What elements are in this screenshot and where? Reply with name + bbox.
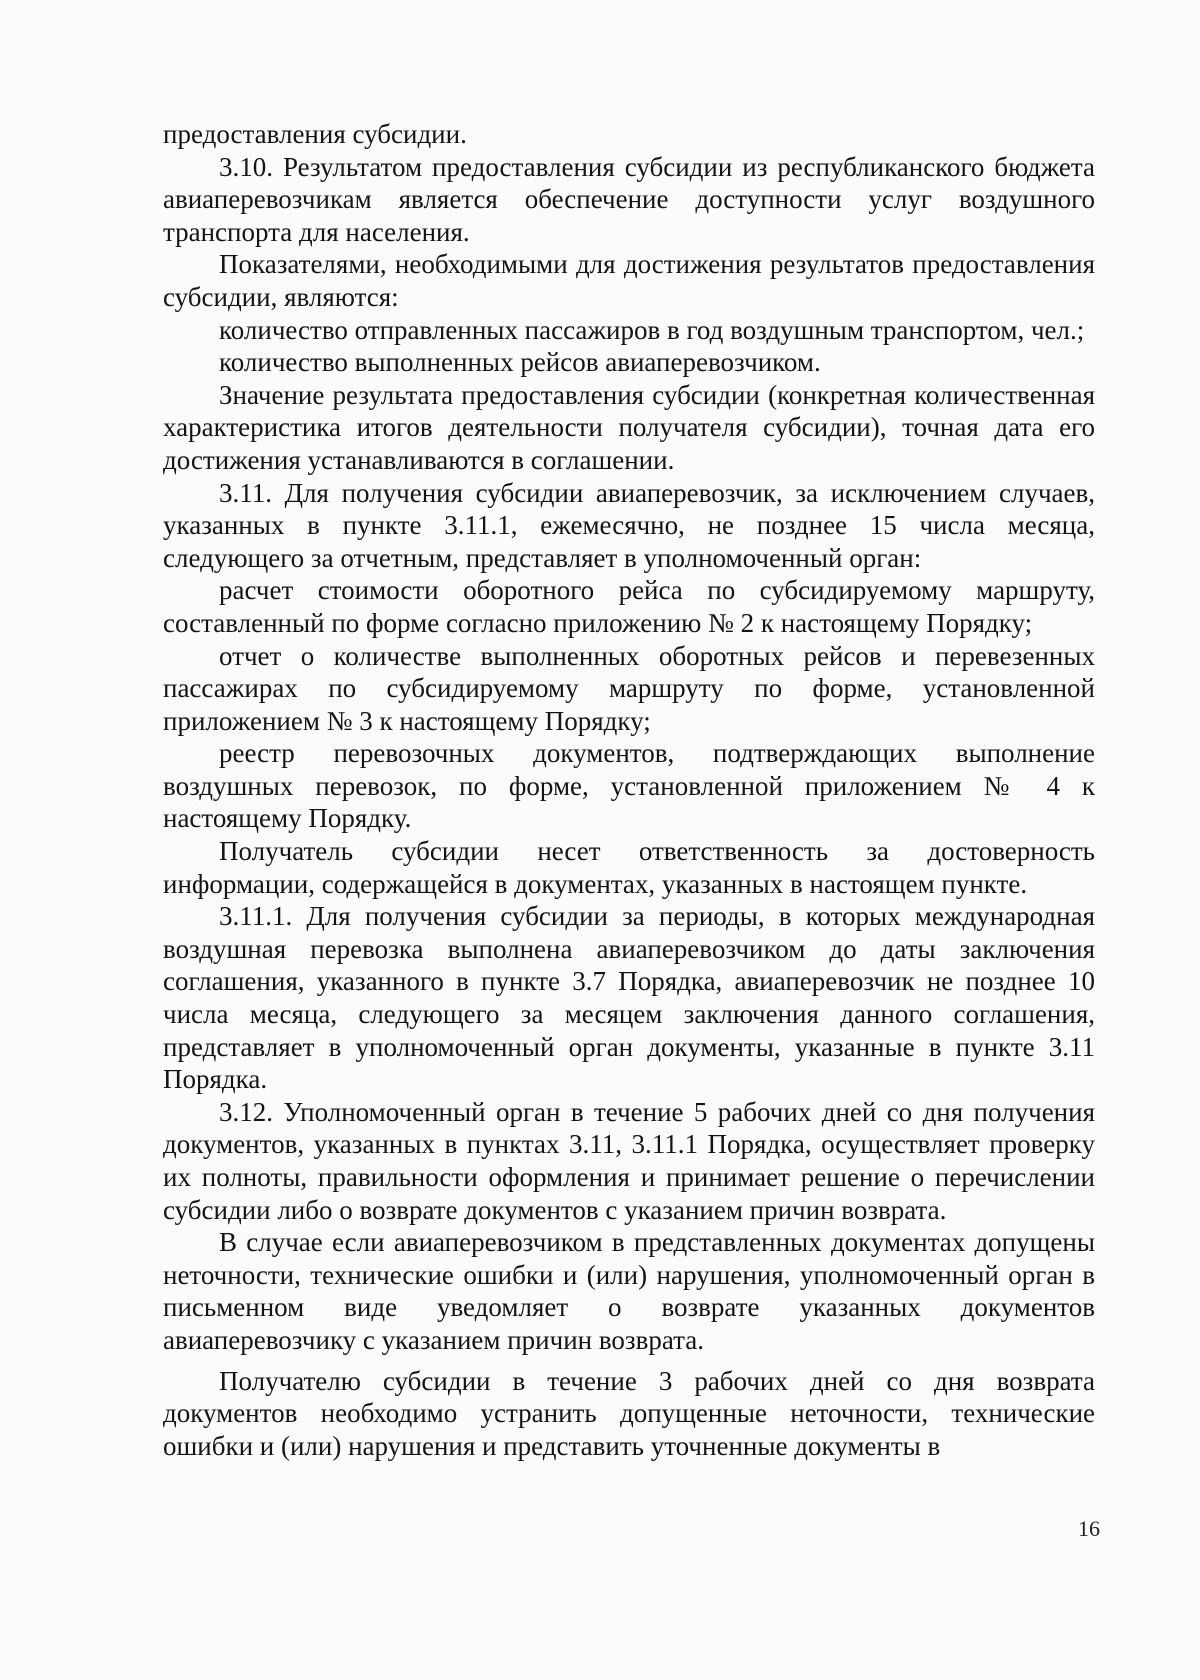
paragraph-flights-report: отчет о количестве выполненных оборотных рейсов и перевезенных пассажирах по субсидируемому маршруту по форме, установленной приложением № 3 к настоящему Порядку; [163, 640, 1095, 736]
paragraph-3-12: 3.12. Уполномоченный орган в течение 5 рабочих дней со дня получения документов, указанных в пунктах 3.11, 3.11.1 Порядка, осуществляет проверку их полноты, правильности оформления и принимает решение о перечислении субсидии либо о возврате документов с указанием причин возврата. [163, 1096, 1095, 1225]
paragraph-correction-deadline: Получателю субсидии в течение 3 рабочих дней со дня возврата документов необходимо устранить допущенные неточности, технические ошибки и (или) нарушения и представить уточненные документы в [163, 1365, 1095, 1461]
paragraph-passengers-count: количество отправленных пассажиров в год воздушным транспортом, чел.; [219, 314, 1085, 345]
paragraph-continuation: предоставления субсидии. [163, 119, 467, 149]
document-body [163, 118, 1095, 1462]
page-number: 16 [1078, 1516, 1100, 1541]
paragraph-3-11-1: 3.11.1. Для получения субсидии за периоды, в которых международная воздушная перевозка выполнена авиаперевозчиком до даты заключения соглашения, указанного в пункте 3.7 Порядка, авиаперевозчик не позднее 10 числа месяца, следующего за месяцем заключения данного соглашения, представляет в уполномоченный орган документы, указанные в пункте 3.11 Порядка. [163, 901, 1095, 1095]
paragraph-documents-register: реестр перевозочных документов, подтверждающих выполнение воздушных перевозок, по форме, установленной приложением № 4 к настоящему Порядку. [163, 738, 1095, 834]
paragraph-indicators: Показателями, необходимыми для достижения результатов предоставления субсидии, являются: [163, 249, 1095, 312]
paragraph-3-11: 3.11. Для получения субсидии авиаперевозчик, за исключением случаев, указанных в пункте 3.11.1, ежемесячно, не позднее 15 числа месяца, следующего за отчетным, представляет в уполномоченный орган: [163, 477, 1095, 573]
paragraph-3-10: 3.10. Результатом предоставления субсидии из республиканского бюджета авиаперевозчикам является обеспечение доступности услуг воздушного транспорта для населения. [163, 151, 1095, 247]
paragraph-result-value: Значение результата предоставления субсидии (конкретная количественная характеристика итогов деятельности получателя субсидии), точная дата его достижения устанавливаются в соглашении. [163, 379, 1095, 475]
paragraph-recipient-responsibility: Получатель субсидии несет ответственность за достоверность информации, содержащейся в документах, указанных в настоящем пункте. [163, 836, 1095, 899]
paragraph-errors-return: В случае если авиаперевозчиком в представленных документах допущены неточности, технические ошибки и (или) нарушения, уполномоченный орган в письменном виде уведомляет о возврате указанных документов авиаперевозчику с указанием причин возврата. [163, 1227, 1095, 1355]
paragraph-flights-count: количество выполненных рейсов авиаперевозчиком. [219, 347, 821, 378]
paragraph-flight-cost-calculation: расчет стоимости оборотного рейса по субсидируемому маршруту, составленный по форме согласно приложению № 2 к настоящему Порядку; [163, 575, 1095, 638]
